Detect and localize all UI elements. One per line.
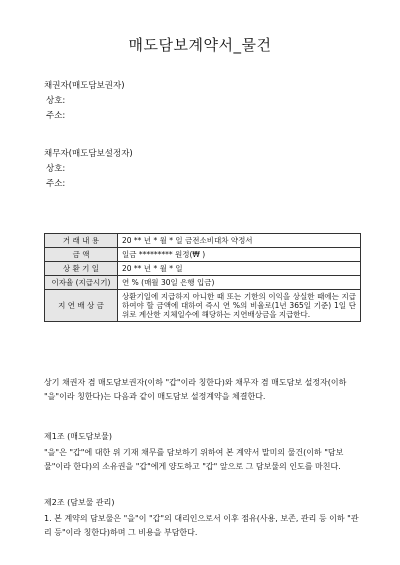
article2-body: 1. 본 계약의 담보물은 "을"이 "갑"의 대리인으로서 이후 점유(사용, 보존, 관리 등 이하 "관리 등"이라 칭한다)하며 그 비용을 부담한다. bbox=[44, 514, 359, 537]
table-row bbox=[45, 262, 361, 276]
loan-terms-table bbox=[44, 233, 361, 322]
row-label-transaction: 거 래 내 용 bbox=[45, 234, 118, 248]
creditor-address-label: 주소: bbox=[46, 111, 66, 121]
row-label-amount: 금 액 bbox=[45, 248, 118, 262]
debtor-heading: 채무자(매도담보설정자) bbox=[44, 149, 133, 159]
table-row bbox=[45, 248, 361, 262]
row-value-transaction: 20 ** 년 * 월 * 일 금전소비대차 약정서 bbox=[118, 234, 361, 248]
document-title: 매도담보계약서_물건 bbox=[128, 36, 272, 54]
table-row bbox=[45, 290, 361, 322]
table-row bbox=[45, 234, 361, 248]
article2-heading: 제2조 (담보물 관리) bbox=[44, 498, 115, 507]
row-value-due-date: 20 ** 년 * 월 * 일 bbox=[118, 262, 361, 276]
debtor-name-label: 상호: bbox=[46, 164, 66, 174]
creditor-heading: 채권자(매도담보권자) bbox=[44, 81, 125, 91]
debtor-address-label: 주소: bbox=[46, 179, 66, 189]
article1-body: "을"은 "갑"에 대한 위 기재 채무를 담보하기 위하여 본 계약서 말미의 물건(이하 "담보물"이라 한다)의 소유권을 "갑"에게 양도하고 "갑" 앞으로 그 담보물의 인도를 마친다. bbox=[44, 448, 344, 471]
row-label-due-date: 상 환 기 일 bbox=[45, 262, 118, 276]
table-row bbox=[45, 276, 361, 290]
creditor-name-label: 상호: bbox=[46, 96, 66, 106]
intro-paragraph: 상기 채권자 겸 매도담보권자(이하 "갑"이라 칭한다)와 채무자 겸 매도담보 설정자(이하 "을"이라 칭한다)는 다음과 같이 매도담보 설정계약을 체결한다. bbox=[44, 378, 347, 401]
row-value-amount: 일금 ********* 원정(₩ ) bbox=[118, 248, 361, 262]
row-label-late-charge: 지 연 배 상 금 bbox=[45, 290, 118, 322]
article1-heading: 제1조 (매도담보물) bbox=[44, 432, 112, 441]
row-value-interest: 연 % (매월 30일 은행 입금) bbox=[118, 276, 361, 290]
row-label-interest: 이자율 (지급시기) bbox=[45, 276, 118, 290]
row-value-late-charge: 상환기일에 지급하지 아니한 때 또는 기한의 이익을 상실한 때에는 지급하여야 할 금액에 대하여 즉시 연 %의 비율로(1년 365일 기준) 1일 단위로 계산한 지체일수에 해당하는 지연배상금을 지급한다. bbox=[118, 290, 361, 322]
